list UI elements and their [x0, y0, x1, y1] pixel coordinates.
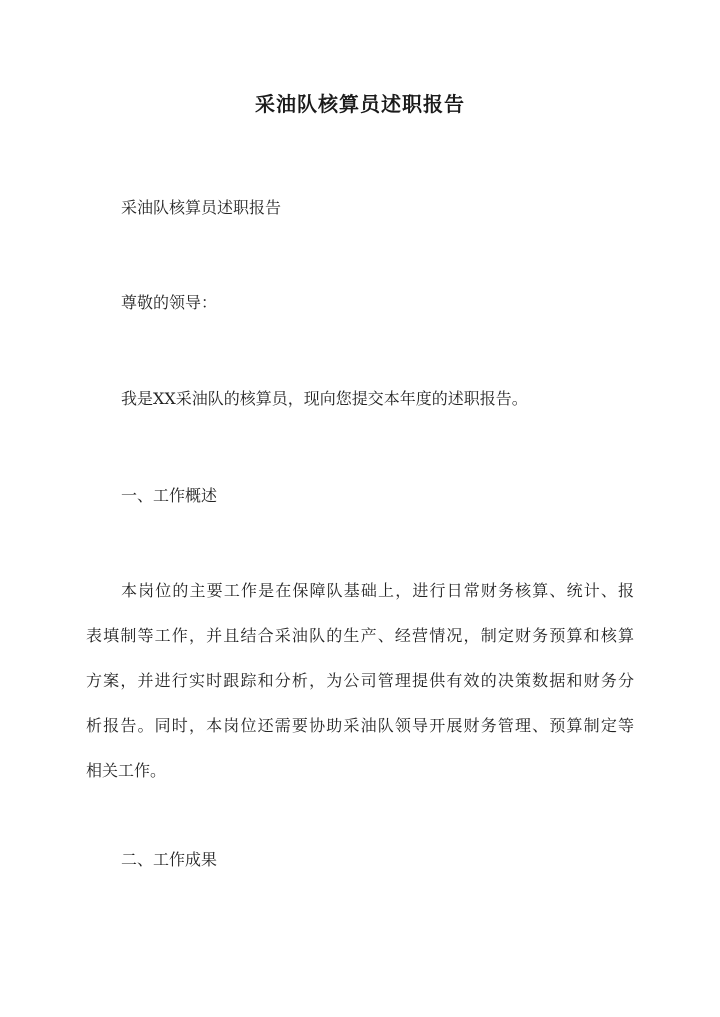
overview-paragraph — [86, 568, 634, 793]
section-heading-overview: 一、工作概述 — [121, 486, 218, 505]
salutation: 尊敬的领导： — [121, 293, 218, 312]
paragraph-line: 方案，并进行实时跟踪和分析，为公司管理提供有效的决策数据和财务分 — [86, 671, 634, 690]
document-subtitle: 采油队核算员述职报告 — [121, 198, 282, 217]
document-title: 采油队核算员述职报告 — [255, 92, 465, 116]
paragraph-line: 相关工作。 — [86, 761, 167, 780]
paragraph-line: 表填制等工作，并且结合采油队的生产、经营情况，制定财务预算和核算 — [86, 626, 634, 645]
paragraph-line: 析报告。同时，本岗位还需要协助采油队领导开展财务管理、预算制定等 — [86, 716, 634, 735]
section-heading-results: 二、工作成果 — [121, 850, 218, 869]
intro-paragraph: 我是XX采油队的核算员，现向您提交本年度的述职报告。 — [121, 389, 528, 408]
paragraph-line: 本岗位的主要工作是在保障队基础上，进行日常财务核算、统计、报 — [121, 581, 634, 600]
